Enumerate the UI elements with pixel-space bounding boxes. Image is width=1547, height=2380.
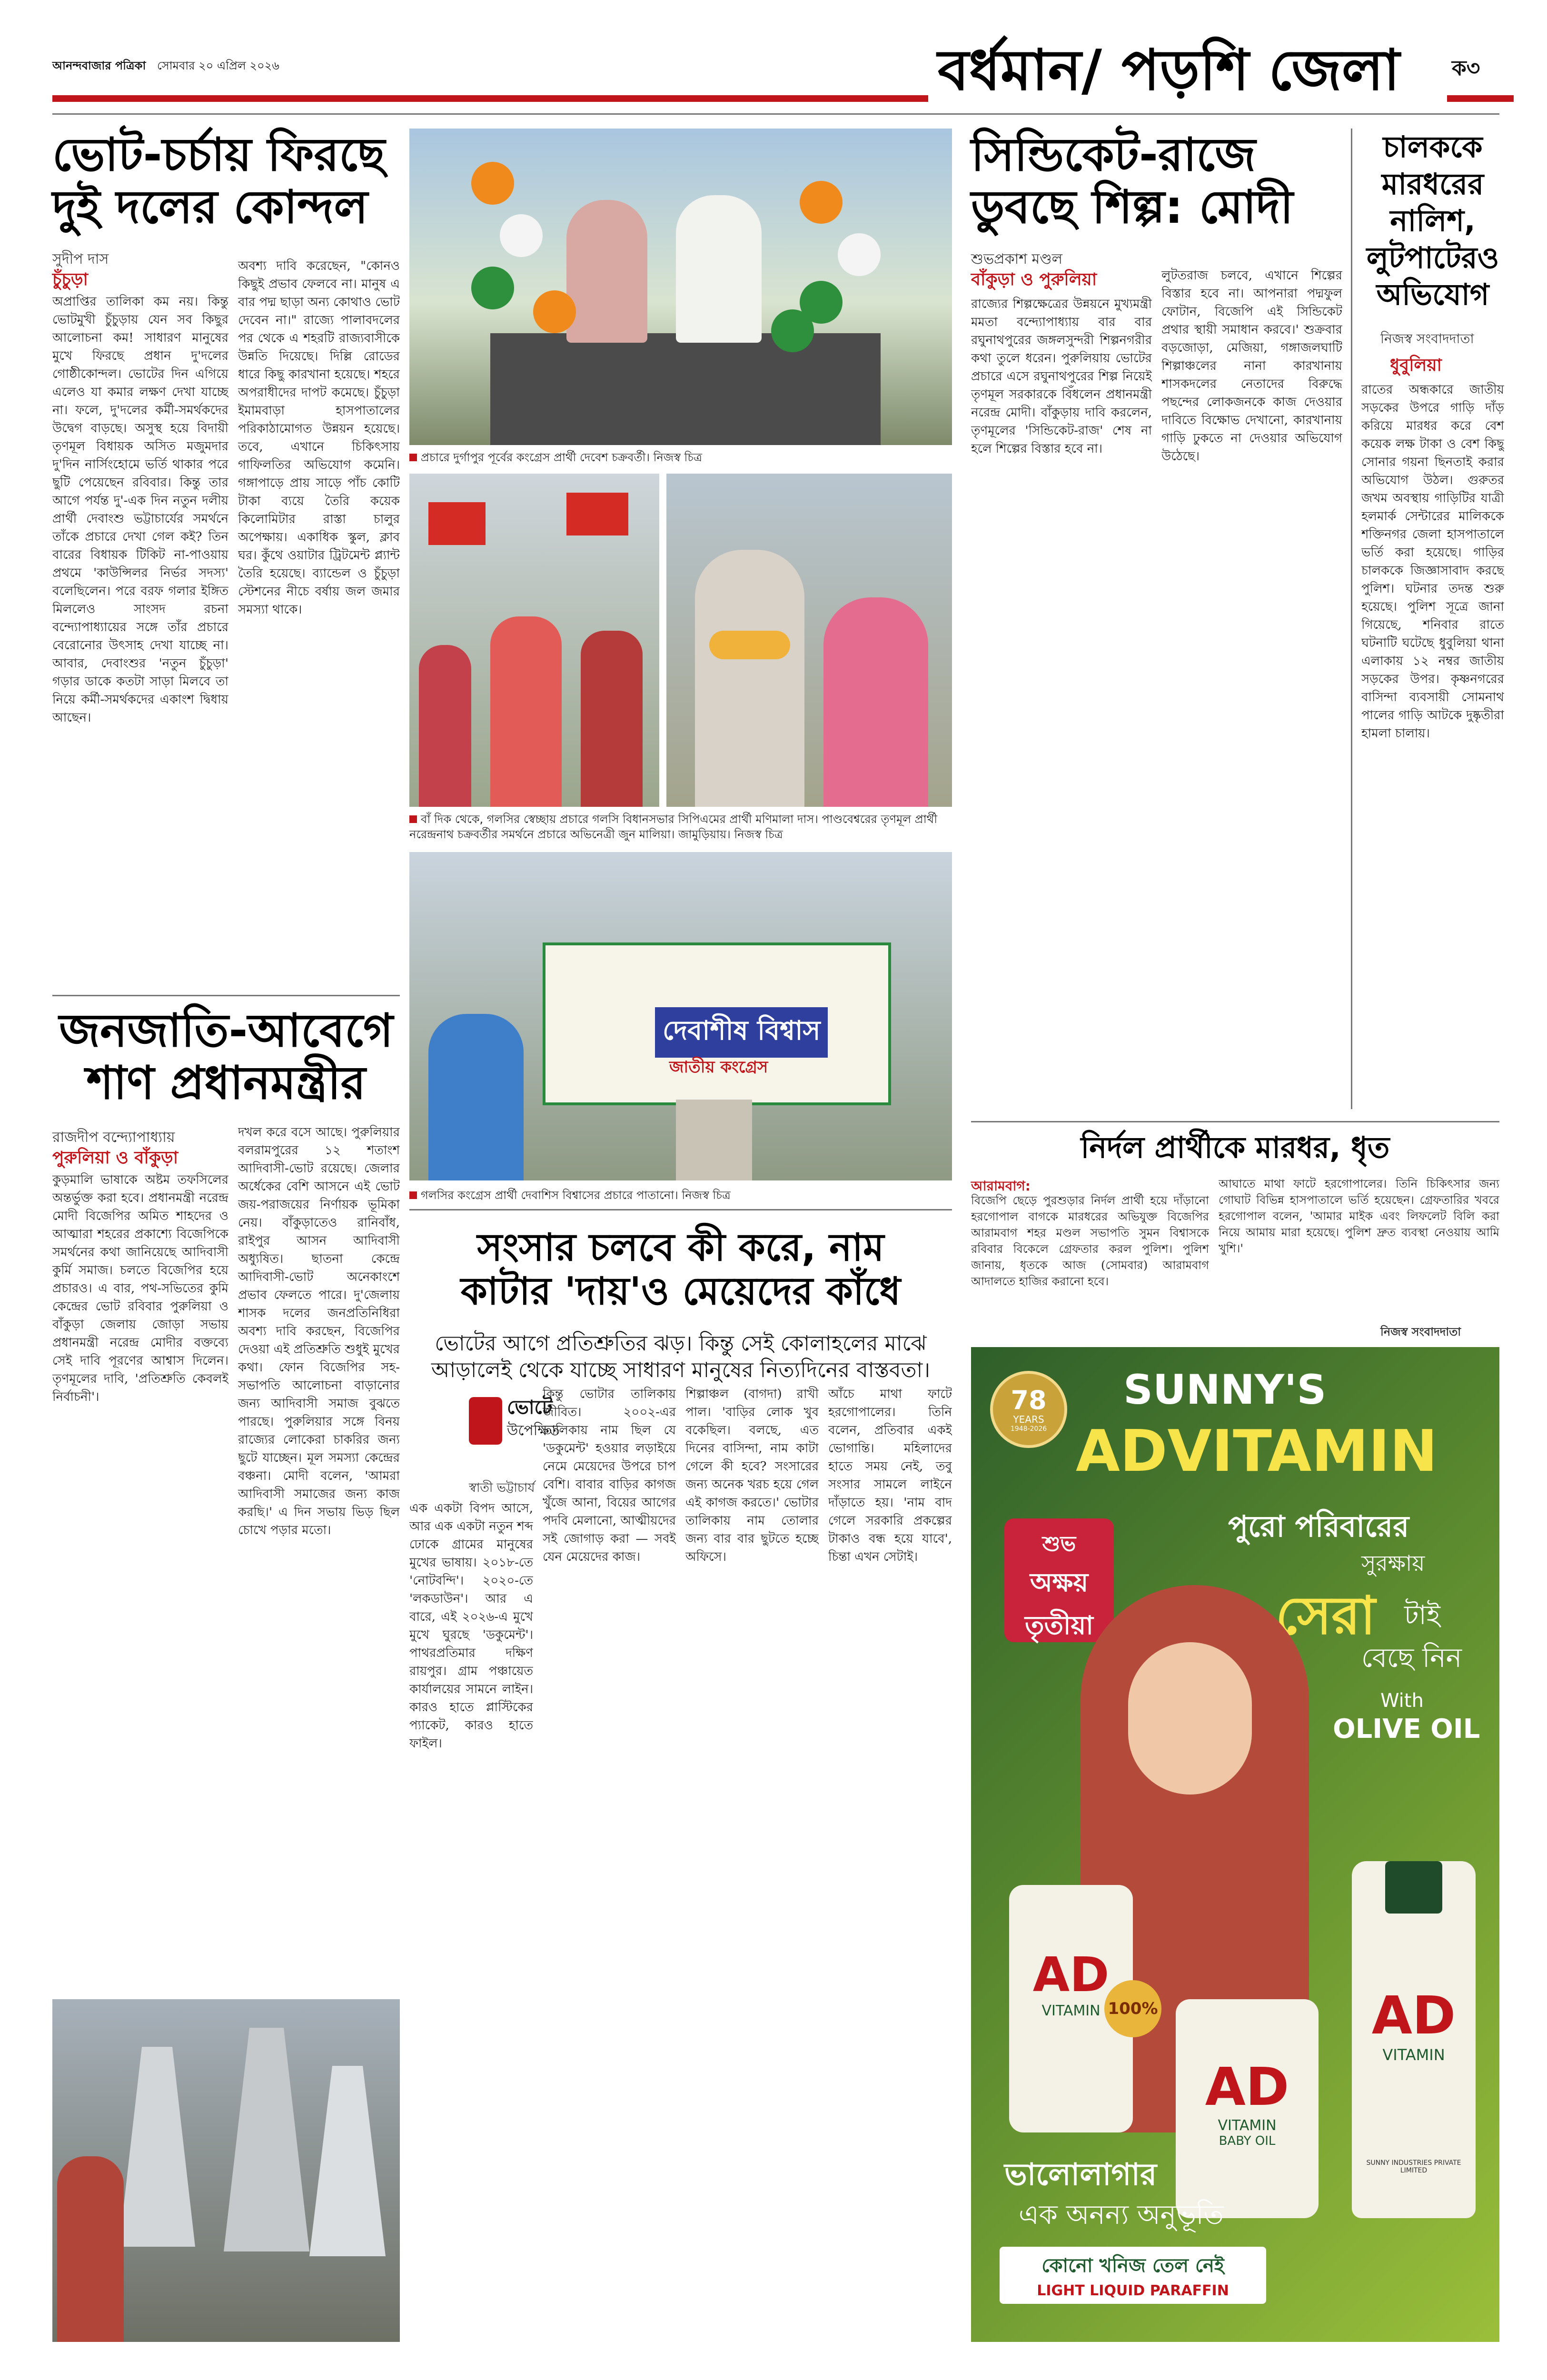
photo-mid-right bbox=[666, 474, 952, 807]
story3-strap bbox=[419, 1330, 942, 1384]
section-title: বর্ধমান/ পড়শি জেলা bbox=[938, 37, 1400, 103]
tagline-1: পুরো পরিবারের bbox=[1228, 1509, 1409, 1544]
garland bbox=[709, 631, 790, 659]
thumbs-down-icon bbox=[469, 1397, 502, 1445]
story3-col3: শিল্পাঞ্চল (বাগদা) রাখী পাল। 'বাড়ির লোক খুব বকেছিল। বলছে, এত দিনের বাসিন্দা, নাম কাটা গেলে কী হবে? সংসারের জন্য অনেক খরচ হয়ে গেল এই কাগজ করতে।' ভোটার তালিকায় নাম তোলার জন্য বার বার ছুটতে হচ্ছে অফিসে। bbox=[685, 1387, 819, 1564]
photo-bottom-caption-text: গলসির কংগ্রেস প্রার্থী দেবাশিস বিশ্বাসের প্রচারে পাতানো। নিজস্ব চিত্র bbox=[421, 1189, 731, 1202]
story3-headline-line1: সংসার চলবে কী করে, নাম bbox=[477, 1225, 884, 1269]
red-flag-group bbox=[566, 493, 628, 536]
anniversary-badge bbox=[990, 1371, 1067, 1448]
story2-col2: দখল করে বসে আছে। পুরুলিয়ার বলরামপুরের ১২ শতাংশ আদিবাসী-ভোট রয়েছে। জেলার অর্ধেকের বেশি আসনে এই ভোট জয়-পরাজয়ের নির্ণায়ক ভূমিকা নেয়। বাঁকুড়াতেও রানিবাঁধ, রাইপুর আসন আদিবাসী অধ্যুষিত। ছাতনা কেন্দ্রে আদিবাসী-ভোট অনেকাংশে প্রভাব ফেলতে পারে। দু'জেলায় শাসক দলের জনপ্রতিনিধিরা অবশ্য দাবি করছেন, বিজেপির দেওয়া এই প্রতিশ্রুতি শুধুই মুখের কথা। ফোন বিজেপির সহ-সভাপতি আলোচনা বাড়ানোর জন্য আদিবাসী সমাজ বুঝতে পারছে। পুরুলিয়ার সঙ্গে বিনয় রাজ্যের লোকেরা চাকরির জন্য ছুটে যাচ্ছেন। মূল সমস্যা কেন্দ্রের বঞ্চনা। মোদী বলেন, 'আমরা আদিবাসী সমাজের জন্য কাজ করছি।' এ দিন সভায় ভিড় ছিল চোখে পড়ার মতো। bbox=[238, 1125, 400, 1537]
story3-col4: আঁচে মাথা ফাটে হরগোপালের। তিনি বলেন, প্রতিবার একই ভোগান্তি। মহিলাদের হাতে সময় নেই, তবু সংসার সামলে লাইনে দাঁড়াতে হয়। 'নাম বাদ গেলে সরকারি প্রকল্পের টাকাও বন্ধ হয়ে যাবে', চিন্তা এখন সেটাই। bbox=[828, 1387, 952, 1564]
header-red-rule bbox=[52, 95, 928, 102]
horn-speaker bbox=[309, 2066, 386, 2256]
story5-headline-line3: নালিশ, bbox=[1390, 203, 1476, 238]
vote-ignored-logo bbox=[469, 1392, 560, 1464]
story3-col2: কিন্তু ভোটার তালিকায় জীবিত। ২০০২-এর তালিকায় নাম ছিল যে 'ডকুমেন্ট' হওয়ার লড়াইয়ে নেমে মেয়েদের উপরে চাপ বেশি। বাবার বাড়ির কাগজ খুঁজে আনা, বিয়ের আগের পদবি মেলানো, আত্মীয়দের সই জোগাড় করা — সবই যেন মেয়েদের কাজ। bbox=[543, 1387, 676, 1564]
photo-loudspeakers bbox=[52, 1999, 400, 2342]
horn-speaker bbox=[119, 2047, 195, 2247]
story4-col2: লুটতরাজ চলবে, এখানে শিল্পের বিস্তার হবে না। আপনারা পদ্মফুল ফোটান, বিজেপি এই সিন্ডিকেট প্রথার স্থায়ী সমাধান করবে।' শুক্রবার বড়জোড়া, মেজিয়া, গঙ্গাজলঘাটি শিল্পাঞ্চলের নানা কারখানায় শাসকদলের নেতাদের বিরুদ্ধে পছন্দের লোকজনকে কাজ দেওয়ার দাবিতে বিক্ষোভ দেখানো, কারখানায় গাড়ি ঢুকতে না দেওয়ার অভিযোগ উঠেছে। bbox=[1161, 268, 1342, 464]
advert-product: ADVITAMIN bbox=[1076, 1418, 1438, 1485]
story4-col1: রাজ্যের শিল্পক্ষেত্রের উন্নয়নে মুখ্যমন্ত্রী মমতা বন্দ্যোপাধ্যায় বার বার রঘুনাথপুরের জঙ্গলসুন্দরী শিল্পনগরীর কথা তুলে ধরেন। পুরুলিয়ায় ভোটের প্রচারে এসে রঘুনাথপুরের শিল্প নিয়েই তৃণমূল সরকারকে বিঁধলেন প্রধানমন্ত্রী নরেন্দ্র মোদী। বাঁকুড়ায় দাবি করলেন, তৃণমূলের 'সিন্ডিকেট-রাজ' শেষ না হলে শিল্পের বিস্তার হবে না। bbox=[971, 297, 1152, 456]
logo-line1: ভোটে bbox=[507, 1397, 553, 1418]
story1-headline bbox=[52, 129, 395, 234]
badge-span: 1948-2026 bbox=[1010, 1425, 1047, 1433]
photo-top-campaign bbox=[409, 129, 952, 445]
story2-col3-text: ফোন বিজেপির সহ-সভাপতি আলোচনা বাড়ানোর জন্য আদিবাসী সমাজ বুঝতে পারছে। পুরুলিয়ার সঙ্গে বিনয় রাজ্যের লোকেরা চাকরির জন্য ছুটে যাচ্ছেন। মূল সমস্যা কেন্দ্রের বঞ্চনা। মোদী বলেন, 'আমরা আদিবাসী সমাজের জন্য কাজ করছি।' এ দিন সভায় ভিড় ছিল চোখে পড়ার মতো। bbox=[238, 1360, 400, 1537]
candidate-figure bbox=[676, 195, 762, 343]
story2-headline-line2: শাণ প্রধানমন্ত্রীর bbox=[86, 1056, 366, 1110]
worker-figure bbox=[57, 2156, 124, 2342]
story3-byline: স্বাতী ভট্টাচার্য bbox=[469, 1481, 535, 1495]
story1-headline-line2: দুই দলের কোন্দল bbox=[52, 180, 368, 234]
logo-line2: উপেক্ষিত bbox=[507, 1422, 560, 1439]
bottle-tall-sub: VITAMIN bbox=[1382, 2046, 1445, 2064]
mineral-text: কোনো খনিজ তেল নেই bbox=[1041, 2255, 1224, 2277]
story5-headline-line2: মারধরের bbox=[1381, 166, 1484, 201]
bottle-front-label: AD bbox=[1032, 1947, 1110, 2003]
banner-party: জাতীয় কংগ্রেস bbox=[669, 1058, 768, 1077]
marcher-figure bbox=[419, 645, 471, 807]
seal-badge: 100% bbox=[1104, 1980, 1161, 2037]
tagline-3: সেরা bbox=[1276, 1585, 1376, 1646]
story3-strap-line2: আড়ালেই থেকে যাচ্ছে সাধারণ মানুষের নিত্যদিনের বাস্তবতা। bbox=[431, 1358, 931, 1382]
story4-headline-line2: ডুবছে শিল্প: মোদী bbox=[971, 180, 1293, 234]
model-face bbox=[1128, 1642, 1252, 1795]
story6-headline: নির্দল প্রার্থীকে মারধর, ধৃত bbox=[1081, 1130, 1390, 1165]
issue-date: সোমবার ২০ এপ্রিল ২০২৬ bbox=[157, 59, 279, 72]
story2-headline bbox=[52, 1004, 400, 1110]
mineral-bar bbox=[1000, 2247, 1266, 2304]
caption-bullet bbox=[409, 815, 417, 823]
paraffin-text: LIGHT LIQUID PARAFFIN bbox=[1037, 2282, 1229, 2299]
bottle-center-sub: VITAMIN bbox=[1218, 2117, 1277, 2134]
story5-byline: নিজস্ব সংবাদদাতা bbox=[1380, 331, 1474, 347]
story6-col1: বিজেপি ছেড়ে পুরশুড়ার নির্দল প্রার্থী হয়ে দাঁড়ানো হরগোপাল বাগকে মারধরের অভিযুক্ত বিজেপির আরামবাগ শহর মণ্ডল সভাপতি সুমন বিশ্বাসকে রবিবার বিকেলে গ্রেফতার করল পুলিশ। পুলিশ জানায়, ধৃতকে আজ (সোমবার) আরামবাগ আদালতে হাজির করানো হবে। bbox=[971, 1194, 1209, 1288]
advert-brand: SUNNY'S bbox=[1123, 1366, 1327, 1414]
product-bottle-tall bbox=[1352, 1861, 1476, 2218]
story4-headline bbox=[971, 129, 1347, 234]
photo-top-caption-text: প্রচারে দুর্গাপুর পূর্বের কংগ্রেস প্রার্থী দেবেশ চক্রবর্তী। নিজস্ব চিত্র bbox=[421, 451, 702, 464]
header-red-rule-right bbox=[1447, 95, 1514, 102]
candidate-figure bbox=[695, 550, 804, 807]
story1-divider bbox=[52, 995, 400, 996]
festival-line1: শুভ bbox=[1042, 1532, 1076, 1556]
story4-headline-line1: সিন্ডিকেট-রাজে bbox=[971, 128, 1256, 181]
marcher-figure bbox=[490, 616, 562, 807]
festival-tag bbox=[1004, 1518, 1114, 1642]
story5-headline-line5: অভিযোগ bbox=[1376, 277, 1489, 312]
red-flag-group bbox=[428, 502, 486, 545]
marcher-figure bbox=[581, 631, 643, 807]
story1-place: চুঁচুড়া bbox=[52, 270, 88, 289]
bottle-tall-label: AD bbox=[1371, 1985, 1456, 2046]
paper-name: আনন্দবাজার পত্রিকা bbox=[52, 59, 146, 72]
love-line2: এক অনন্য অনুভূতি bbox=[1019, 2200, 1224, 2231]
story5-place: ধুবুলিয়া bbox=[1390, 356, 1442, 375]
product-bottle-center bbox=[1176, 1999, 1319, 2218]
oil-with: With bbox=[1380, 1690, 1424, 1712]
bottle-front-sub: VITAMIN bbox=[1041, 2003, 1101, 2019]
photo-mid-caption-text: বাঁ দিক থেকে, গলসির স্বেচ্ছায় প্রচারে গলসি বিধানসভার সিপিএমের প্রার্থী মণিমালা দাস। পাণ্ডবেশ্বরের তৃণমূল প্রার্থী নরেন্দ্রনাথ চক্রবর্তীর সমর্থনে প্রচারে অভিনেত্রী জুন মালিয়া। জামুড়িয়ায়। নিজস্ব চিত্র bbox=[409, 813, 938, 841]
story6-place: আরামবাগ: bbox=[971, 1178, 1031, 1194]
story2-col1: কুড়মালি ভাষাকে অষ্টম তফসিলের অন্তর্ভুক্ত করা হবে। প্রধানমন্ত্রী নরেন্দ্র মোদী বিজেপির অমিত শাহদের ও আত্মারা শহরের প্রকাশ্যে বিজেপিকে সমর্থনের কথা জানিয়েছে আদিবাসী কুর্মি সমাজ। চলতে বিজেপির হয়ে প্রচারও। এ বার, পথ-সভিতের কুমি কেন্দ্রের ভোট রবিবার পুরুলিয়া ও বাঁকুড়া জেলায় জোড়া সভায় প্রধানমন্ত্রী নরেন্দ্র মোদীর বক্তব্যে সেই দাবি পূরণের আশ্বাস দিলেন। তৃণমূলের দাবি, 'প্রতিশ্রুতি কেবলই নির্বাচনী'। bbox=[52, 1173, 228, 1404]
story5-headline bbox=[1361, 129, 1504, 313]
photo-top-caption bbox=[409, 450, 952, 465]
story1-col2: অবশ্য দাবি করেছেন, "কোনও কিছুই প্রভাব ফেলবে না। মানুষ এ বার পদ্ম ছাড়া অন্য কোথাও ভোট দেবেন না।" রাজ্যে পালাবদলের পর থেকে এ শহরটি রাজ্যবাসীকে উন্নতি দিয়েছে। দিল্লি রোডের ধারে কিছু কারখানা হয়েছে। শহরে অপরাধীদের দাপট কমেছে। চুঁচুড়া ইমামবাড়া হাসপাতালের পরিকাঠামোগত উন্নয়ন হয়েছে। তবে, এখানে চিকিৎসায় গাফিলতির অভিযোগ কমেনি। গঙ্গাপাড়ে প্রায় সাড়ে পাঁচ কোটি টাকা ব্যয়ে তৈরি কয়েক কিলোমিটার রাস্তা চালুর অপেক্ষায়। একাধিক স্কুল, ক্লাব ঘর। কুঁথে ওয়াটার ট্রিটমেন্ট প্ল্যান্ট তৈরি হয়েছে। ব্যান্ডেল ও চুঁচুড়া স্টেশনের নীচে বর্ষায় জল জমার সমস্যা থাকে। bbox=[238, 259, 400, 617]
tagline-2: সুরক্ষায় bbox=[1361, 1550, 1425, 1576]
story1-col1: অপ্রাপ্তির তালিকা কম নয়। কিন্তু ভোটমুখী চুঁচুড়ায় যেন সব কিছুর আলোচনা কম! সাধারণ মানুষের মুখে ফিরছে প্রধান দু'দলের গোষ্ঠীকোন্দল। ভোটের দিন এগিয়ে এলেও যা কমার লক্ষণ দেখা যাচ্ছে না। ফলে, দু'দলের কর্মী-সমর্থকদের উদ্বেগ বাড়ছে। অসুস্থ হয়ে বিদায়ী তৃণমূল বিধায়ক অসিত মজুমদার দু'দিন নার্সিংহোমে ভর্তি থাকার পরে ছুটি পেয়েছেন রবিবার। কিন্তু তার আগে পর্যন্ত দু'-এক দিন নতুন দলীয় প্রার্থী দেবাংশু ভট্টাচার্যের সমর্থনে তাঁকে প্রচারে দেখা গেল কই? তিন বারের বিধায়ক টিকিট না-পাওয়ায় প্রথমে 'কাউন্সিলর নির্ভর সদস্য' বলেছিলেন। পরে বরফ গলার ইঙ্গিত মিললেও সাংসদ রচনা বন্দ্যোপাধ্যায়ের সঙ্গে তাঁর প্রচারে বেরোনোর উৎসাহ দেখা যাচ্ছে না। আবার, দেবাংশুর 'নতুন চুঁচুড়া' গড়ার ডাকে কতটা সাড়া মিলবে তা নিয়ে কর্মী-সমর্থকদের একাংশ দ্বিধায় আছেন। bbox=[52, 295, 228, 725]
photo-mid-left bbox=[409, 474, 659, 807]
tagline-4: টাই bbox=[1404, 1600, 1440, 1631]
candidate-figure bbox=[566, 200, 647, 343]
bottle-company: SUNNY INDUSTRIES PRIVATE LIMITED bbox=[1366, 2159, 1461, 2174]
story3-strap-line1: ভোটের আগে প্রতিশ্রুতির ঝড়। কিন্তু সেই কোলাহলের মাঝে bbox=[435, 1331, 927, 1356]
photo-bottom-caption bbox=[409, 1188, 952, 1203]
caption-bullet bbox=[409, 1191, 417, 1199]
story1-byline: সুদীপ দাস bbox=[52, 251, 109, 268]
bottle-center-sub2: BABY OIL bbox=[1219, 2134, 1276, 2148]
festival-line2: অক্ষয় bbox=[1030, 1567, 1089, 1597]
story5-body: রাতের অন্ধকারে জাতীয় সড়কের উপরে গাড়ি দাঁড় করিয়ে মারধর করে বেশ কয়েক লক্ষ টাকা ও বেশ কিছু সোনার গয়না ছিনতাই করার অভিযোগ উঠল। গুরুতর জখম অবস্থায় গাড়িটির যাত্রী হলমার্ক সেন্টারের মালিককে শক্তিনগর জেলা হাসপাতালে ভর্তি করা হয়েছে। গাড়ির চালককে জিজ্ঞাসাবাদ করছে পুলিশ। ঘটনার তদন্ত শুরু হয়েছে। পুলিশ সূত্রে জানা গিয়েছে, শনিবার রাতে ঘটনাটি ঘটেছে ধুবুলিয়া থানা এলাকায় ১২ নম্বর জাতীয় সড়কের উপর। কৃষ্ণনগরের বাসিন্দা ব্যবসায়ী সোমনাথ পালের গাড়ি আটকে দুষ্কৃতীরা হামলা চালায়। bbox=[1361, 383, 1504, 741]
story5-headline-line4: লুটপাটেরও bbox=[1366, 240, 1499, 275]
story5-headline-line1: চালককে bbox=[1383, 129, 1483, 164]
horn-speaker bbox=[224, 2028, 309, 2251]
photo-bottom-rally bbox=[409, 852, 952, 1180]
story3-col1: এক একটা বিপদ আসে, আর এক একটা নতুন শব্দ ঢোকে গ্রামের মানুষের মুখের ভাষায়। ২০১৮-তে 'নোটবন্দি'। ২০২০-তে 'লকডাউন'। আর এ বারে, এই ২০২৬-এ মুখে মুখে ঘুরছে 'ডকুমেন্ট'। পাথরপ্রতিমার দক্ষিণ রায়পুর। গ্রাম পঞ্চায়েত কার্যালয়ের সামনে লাইন। কারও হাতে প্লাস্টিকের প্যাকেট, কারও হাতে ফাইল। bbox=[409, 1501, 533, 1751]
story3-headline-line2: কাটার 'দায়'ও মেয়েদের কাঁধে bbox=[460, 1269, 901, 1313]
marcher-figure bbox=[428, 1014, 524, 1180]
marcher-figure bbox=[676, 1100, 752, 1180]
badge-label: YEARS bbox=[1013, 1414, 1044, 1425]
center-divider bbox=[409, 1209, 952, 1210]
header-divider bbox=[52, 113, 1499, 115]
actress-figure bbox=[823, 597, 928, 807]
rally-banner bbox=[543, 942, 891, 1105]
oil-label: OLIVE OIL bbox=[1333, 1714, 1480, 1745]
campaign-vehicle bbox=[490, 333, 881, 445]
page-number: ক৩ bbox=[1452, 56, 1480, 80]
photo-mid-caption bbox=[409, 812, 952, 842]
caption-bullet bbox=[409, 454, 417, 461]
badge-years: 78 bbox=[1011, 1385, 1047, 1415]
story6-col2: আঘাতে মাথা ফাটে হরগোপালের। তিনি চিকিৎসার জন্য গোঘাট বিভিন্ন হাসপাতালে ভর্তি হয়েছেন। গ্রেফতারির খবরে হরগোপাল বলেন, 'আমার মাইক এবং লিফলেট বিলি করা নিয়ে আমায় মারা হয়েছে। পুলিশ দ্রুত ব্যবস্থা নেওয়ায় আমি খুশি।' bbox=[1219, 1177, 1499, 1255]
story2-place: পুরুলিয়া ও বাঁকুড়া bbox=[52, 1148, 178, 1168]
banner-name: দেবাশীষ বিশ্বাস bbox=[655, 1007, 828, 1058]
story4-place: বাঁকুড়া ও পুরুলিয়া bbox=[971, 270, 1097, 289]
love-line1: ভালোলাগার bbox=[1004, 2157, 1157, 2192]
masthead bbox=[0, 0, 1547, 114]
right-column-divider bbox=[1351, 129, 1352, 1109]
story6-sign: নিজস্ব সংবাদদাতা bbox=[1380, 1325, 1461, 1339]
advitamin-advert bbox=[971, 1347, 1499, 2342]
bottle-cap bbox=[1385, 1861, 1442, 1914]
bottle-center-label: AD bbox=[1205, 2056, 1289, 2117]
story2-headline-line1: জনজাতি-আবেগে bbox=[59, 1004, 393, 1057]
story2-byline: রাজদীপ বন্দ্যোপাধ্যায় bbox=[52, 1129, 175, 1146]
story6-top-rule bbox=[971, 1121, 1499, 1122]
story1-headline-line1: ভোট-চর্চায় ফিরছে bbox=[52, 128, 386, 181]
festival-line3: তৃতীয়া bbox=[1025, 1610, 1093, 1640]
tagline-5: বেছে নিন bbox=[1361, 1643, 1462, 1674]
story4-byline: শুভপ্রকাশ মণ্ডল bbox=[971, 251, 1062, 268]
story3-headline bbox=[409, 1226, 952, 1313]
